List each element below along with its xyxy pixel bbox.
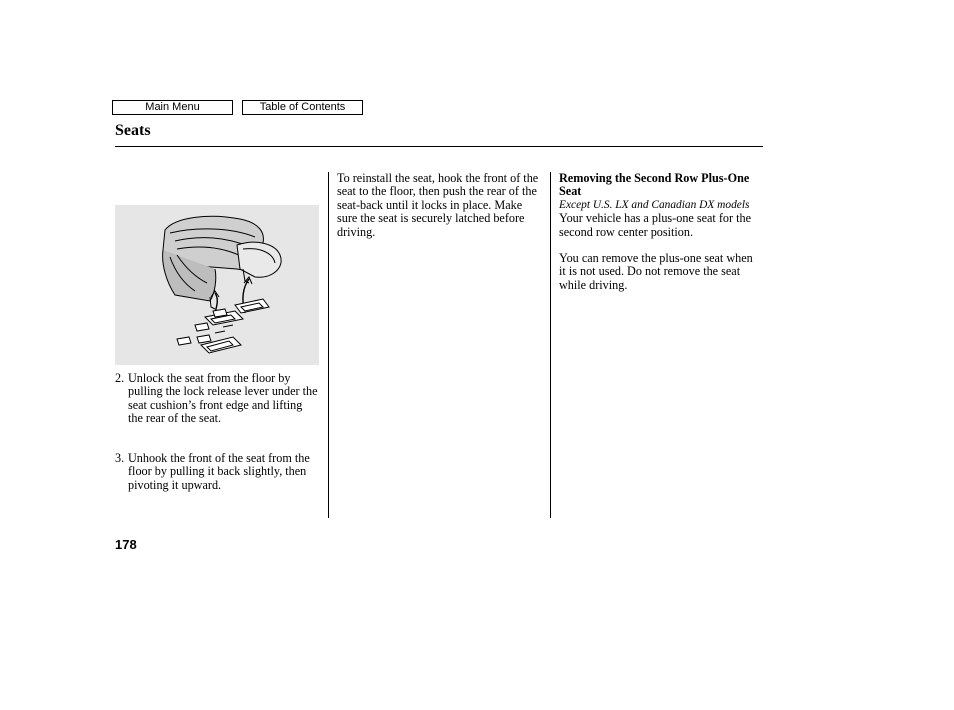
section-subheading: Except U.S. LX and Canadian DX models: [559, 198, 750, 211]
step-number: 3.: [115, 451, 125, 465]
column-divider-2: [550, 172, 551, 518]
paragraph-remove-seat: You can remove the plus-one seat when it is not used. Do not remove the seat while driving.: [559, 251, 753, 292]
right-column: [559, 172, 759, 292]
paragraph-plus-one-seat: Your vehicle has a plus-one seat for the second row center position.: [559, 211, 752, 239]
table-of-contents-button[interactable]: Table of Contents: [242, 100, 363, 115]
middle-column: [337, 172, 543, 239]
title-divider: [115, 146, 763, 147]
step-text: Unhook the front of the seat from the floor by pulling it back slightly, then pivoting it upward.: [128, 451, 310, 492]
seat-removal-illustration: [115, 205, 319, 365]
page-number: 178: [115, 537, 137, 552]
instruction-step-3: [115, 452, 320, 492]
main-menu-button[interactable]: Main Menu: [112, 100, 233, 115]
section-heading: Removing the Second Row Plus-One Seat: [559, 171, 750, 199]
step-text: Unlock the seat from the floor by pulling the lock release lever under the seat cushion’s front edge and lifting the rear of the seat.: [128, 371, 318, 426]
column-divider-1: [328, 172, 329, 518]
page-title: Seats: [115, 122, 151, 139]
step-number: 2.: [115, 371, 125, 385]
reinstall-paragraph: To reinstall the seat, hook the front of the seat to the floor, then push the rear of the seat-back until it locks in place. Make sure the seat is securely latched before driving.: [337, 171, 539, 239]
instruction-step-2: [115, 372, 320, 426]
